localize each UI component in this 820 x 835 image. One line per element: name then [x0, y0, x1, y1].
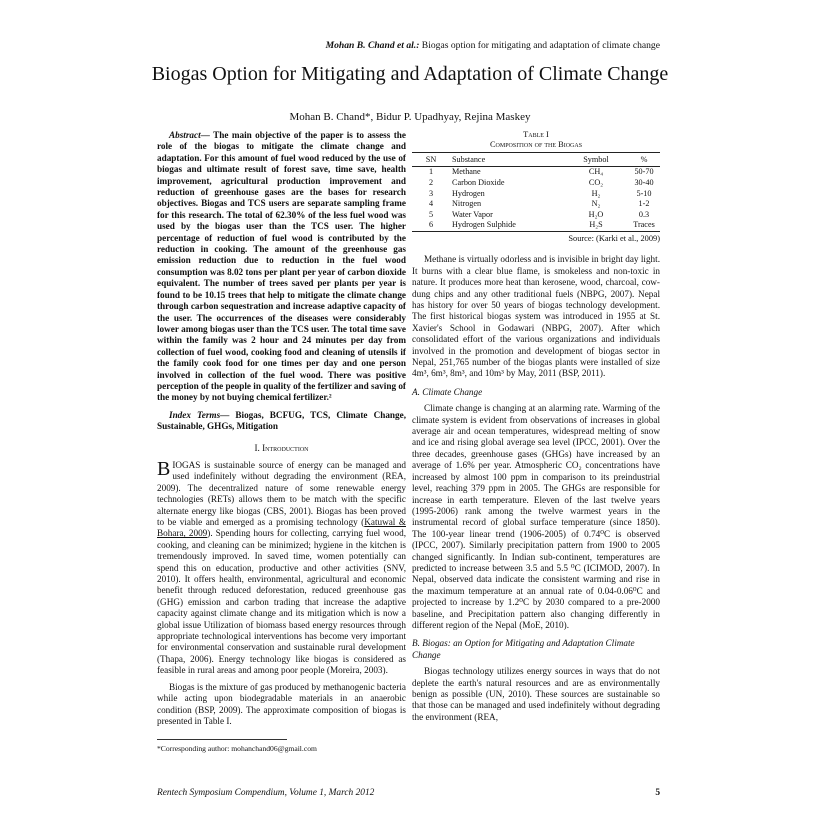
table-cell: 30-40 [634, 178, 654, 187]
table-row [412, 167, 660, 178]
footnote: *Corresponding author: mohanchand06@gmail.com [157, 744, 317, 754]
intro-paragraph-2: Biogas is the mixture of gas produced by methanogenic bacteria while acting upon biodegradable materials in an anaerobic condition (BSP, 2009). The approximate composition of biogas is presented in Table I. [157, 681, 406, 726]
table-row [412, 220, 660, 231]
table-cell: 2 [428, 178, 434, 187]
table-cell: 5 [428, 209, 434, 219]
table-header-row [412, 153, 660, 167]
table-cell: 50-70 [634, 167, 654, 177]
left-column [157, 130, 406, 753]
table-cell: 1 [428, 167, 434, 177]
table-cell: H₂S [564, 220, 628, 231]
table-cell: Methane [452, 167, 481, 177]
intro-p1-lead: IOGAS is sustainable source of energy can be managed and used indefinitely without degrading the environment (REA, 2009). The decentralized nature of some renewable energy technologies (RETs) allows them to be match with the specific alternate energy like biogas (CBS, 2001). Biogas has been proved to be viable and emerged as a promising technology ( [157, 459, 406, 527]
footer-journal: Rentech Symposium Compendium, Volume 1, March 2012 [157, 788, 375, 798]
table-caption-title: Composition of the Biogas [489, 140, 583, 149]
table-cell: N₂ [591, 199, 601, 209]
table-cell: Hydrogen Sulphide [450, 220, 564, 231]
table-row [412, 210, 660, 221]
intro-paragraph-1 [157, 457, 406, 677]
table-caption-number: Table I [523, 130, 549, 139]
index-terms-label: Index Terms [169, 409, 221, 420]
author-byline: Mohan B. Chand*, Bidur P. Upadhyay, Rejina Maskey [289, 111, 531, 123]
table-row [412, 199, 660, 210]
right-column [412, 130, 660, 728]
table-cell: 4 [428, 199, 434, 209]
running-head [150, 40, 660, 51]
table-cell: H₂ [591, 188, 601, 198]
drop-cap: B [157, 457, 171, 480]
table-cell: 5-10 [636, 188, 652, 198]
page-number: 5 [655, 788, 660, 798]
table-cell: H₂O [588, 209, 604, 219]
paper-title: Biogas Option for Mitigating and Adaptation of Climate Change [151, 63, 669, 85]
table-header-symbol: Symbol [564, 153, 628, 167]
table-cell: Nitrogen [452, 199, 482, 209]
table-header-sn: SN [412, 153, 450, 167]
table-cell: Traces [628, 220, 660, 231]
table-cell: 0.3 [638, 209, 650, 219]
table-cell: Carbon Dioxide [452, 178, 505, 187]
index-terms [157, 410, 406, 433]
climate-change-paragraph: Climate change is changing at an alarming rate. Warming of the climate system is evident from observations of increases in global average air and ocean temperatures, widespread melting of snow and ice and rising global average sea level (IPCC, 2001). Over the three decades, greenhouse gases (GHGs) have increased by an average of 1.6% per year. Atmospheric CO₂ concentrations have increased by almost 100 ppm in comparison to its preindustrial level, reaching 379 ppm in 2005. The GHGs are responsible for increase in earth temperature. Eleven of the last twelve years (1995-2006) rank among the twelve warmest years in the instrumental record of global surface temperature (since 1850). The 100-year linear trend (1906-2005) of 0.74⁰C is observed (IPCC, 2007). Similarly precipitation pattern from 1900 to 2005 changed significantly. In Indian sub-continent, temperatures are predicted to increase between 3.5 and 5.5 ⁰C (ICIMOD, 2007). In Nepal, observed data indicate the consistent warming and rise in the maximum temperature at an annual rate of 0.04-0.06⁰C and projected to increase by 1.2⁰C by 2030 compared to a pre-2000 baseline, and Precipitation pattern also changing differently in different region of the Nepal (MoE, 2010). [412, 403, 660, 630]
table-cell: Water Vapor [452, 209, 493, 219]
section-heading-introduction: I. Introduction [254, 442, 309, 453]
index-terms-text: — Biogas, BCFUG, TCS, Climate Change, Sustainable, GHGs, Mitigation [157, 409, 406, 432]
intro-p1-rest: ). Spending hours for collecting, carrying fuel wood, cooking, and cleaning can be minimized; hygiene in the kitchen is tremendously improved. In saved time, women potentially can spend this on education, productive and other activities (SNV, 2010). It offers health, environmental, agricultural and economic benefit through reduced deforestation, reduced greenhouse gas (GHG) emission and carbon trading that increase the adaptive capacity against climate change and its mitigation which is now a global issue Utilization of biomass based energy resources through appropriate technological interventions has become very important for environmental conservation and sustainable rural development (Thapa, 2006). Energy technology like biogas is considered as feasible in rural areas and among poor people (Moreira, 2003). [157, 528, 406, 676]
citation-link[interactable]: Katuwal & Bohara, 2009 [157, 517, 406, 539]
page-footer [157, 788, 660, 798]
table-cell: 6 [412, 220, 450, 231]
abstract-label: Abstract [169, 130, 201, 140]
table-row [412, 189, 660, 200]
table-header-percent: % [628, 153, 660, 167]
methane-paragraph: Methane is virtually odorless and is invisible in bright day light. It burns with a clear blue flame, is smokeless and non-toxic in nature. It produces more heat than kerosene, wood, charcoal, cow-dung chips and any other traditional fuels (NBPG, 2007). Nepal has history for over 50 years of biogas technology development. The first historical biogas system was introduced in 1955 at St. Xavier's School in Godawari (NBPG, 2007). After which consolidated effort of the various organizations and individuals involved in the promotion and development of biogas sector in Nepal, 251,765 number of the biogas plants were installed of size 4m³, 6m³, 8m³, and 10m³ by May, 2011 (BSP, 2011). [412, 254, 660, 379]
abstract [157, 130, 406, 404]
table-row [412, 178, 660, 189]
subsection-heading-biogas-option: B. Biogas: an Option for Mitigating and Adaptation Climate Change [412, 638, 635, 660]
biogas-option-paragraph: Biogas technology utilizes energy sources in ways that do not deplete the earth's natural resources and are as environmentally benign as possible (UN, 2010). These sources are sustainable so that those can be managed and used indefinitely without degrading the environment (REA, [412, 666, 660, 722]
table-header-substance: Substance [450, 153, 564, 167]
table-cell: CH₄ [588, 167, 604, 177]
table-cell: 1-2 [638, 199, 650, 209]
table-cell: Hydrogen [452, 188, 485, 198]
subsection-heading-climate-change: A. Climate Change [412, 386, 483, 397]
composition-table [412, 152, 660, 232]
running-head-title: Biogas option for mitigating and adaptation of climate change [419, 40, 660, 51]
table-cell: 3 [428, 188, 434, 198]
abstract-text: — The main objective of the paper is to assess the role of the biogas to mitigate the climate change and adaptation. For this amount of fuel wood reduced by the use of biogas and ultimate result of forest save, time save, health improvement, agricultural production improvement and reduction of greenhouse gases are the bases for research objectives. Biogas and TCS users are separate sampling frame for this research. The total of 62.30% of the less fuel wood was used by the biogas user than the TCS user. The higher percentage of reduction of fuel wood is contributed by the reduction in cooking. The amount of the greenhouse gas emission reduction due to reduction in the fuel wood consumption was 8.02 tons per plant per year of carbon dioxide equivalent. The number of trees saved per plants per year is found to be 10.15 trees that help to mitigate the climate change through carbon sequestration and increase adaptive capacity of the user. The occurrences of the diseases were considerably lower among biogas user than the TCS user. The total time save within the family was 2 hour and 24 minutes per day from collection of fuel wood, cooking food and cleaning of utensils if the family cook food for one times per day and one person involved in collection of the fuel wood. There was positive perception of the people in quality of the fertilizer and saving of the money by not buying chemical fertilizer.² [157, 130, 406, 403]
table-source: Source: (Karki et al., 2009) [568, 233, 660, 243]
footnote-divider [157, 739, 287, 740]
table-cell: CO₂ [588, 178, 604, 187]
running-head-authors: Mohan B. Chand et al.: [325, 40, 420, 51]
